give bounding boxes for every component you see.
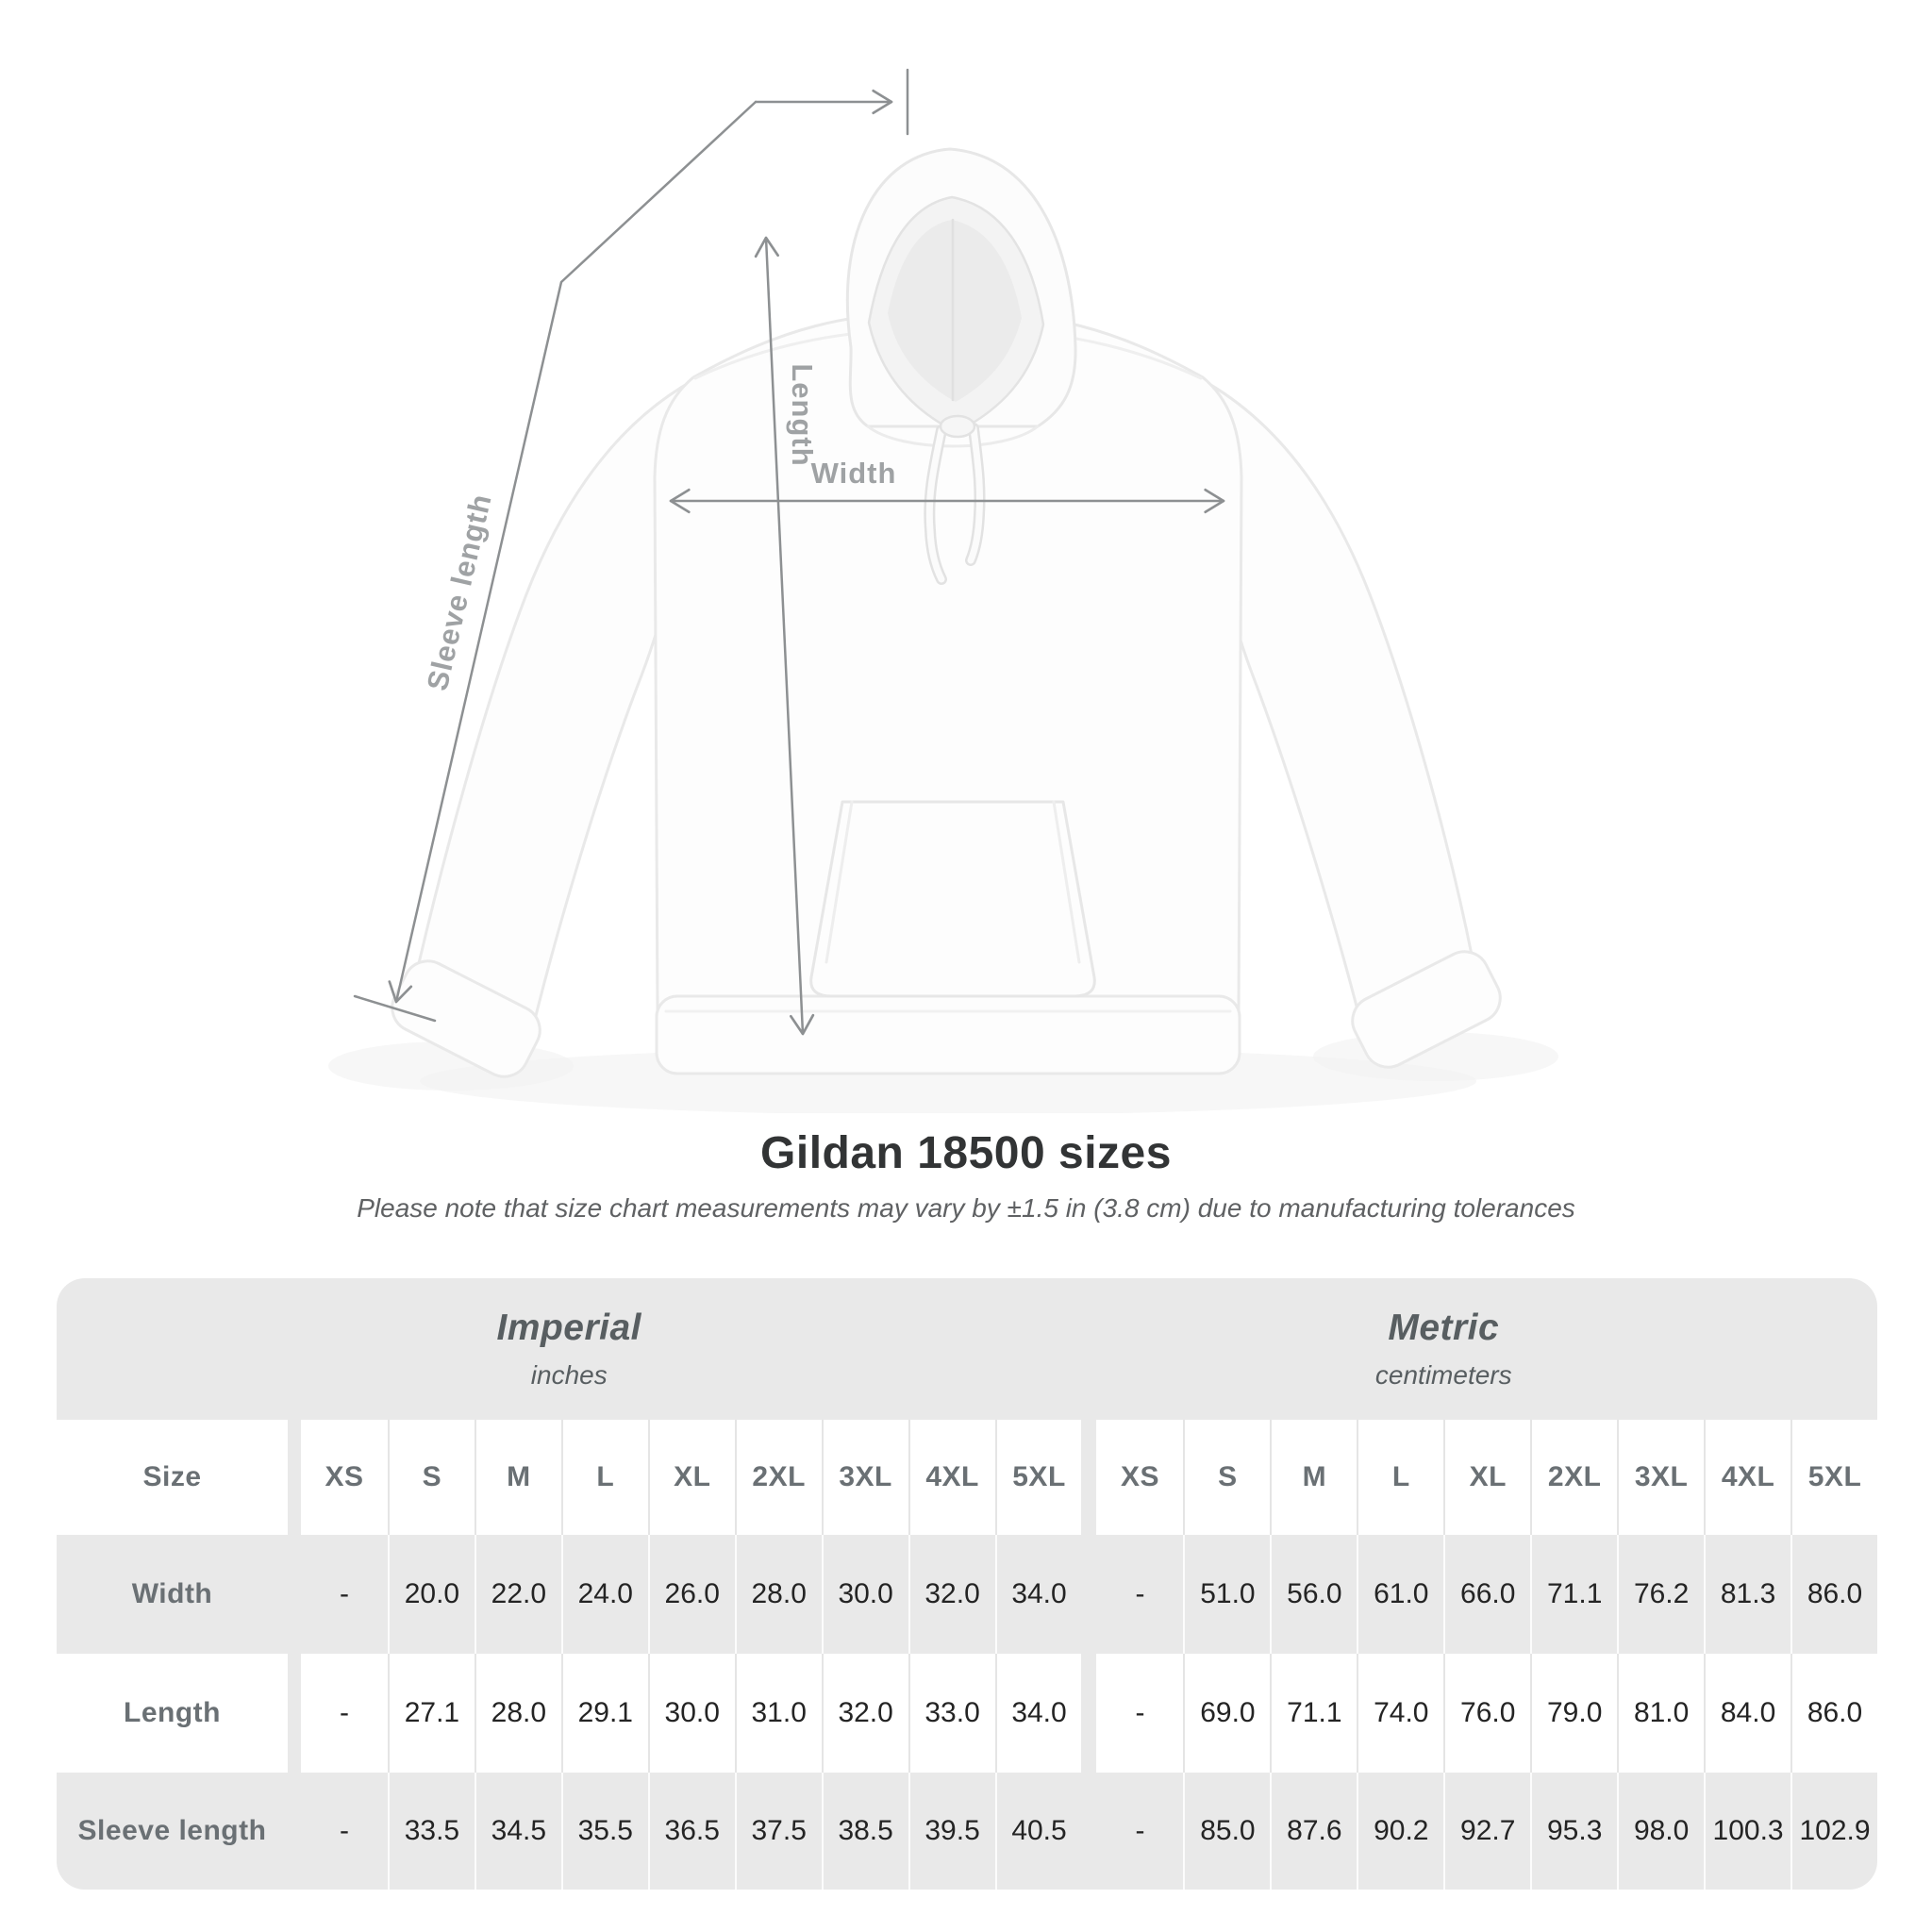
measurement-value: 84.0 — [1704, 1654, 1790, 1773]
measurement-value: - — [1135, 1697, 1145, 1728]
measurement-value: 76.2 — [1617, 1535, 1704, 1654]
measurement-value: 40.5 — [995, 1773, 1082, 1890]
measurement-value: 95.3 — [1530, 1773, 1617, 1890]
size-label: L — [561, 1420, 648, 1535]
size-label: S — [388, 1420, 475, 1535]
table-gap — [1081, 1654, 1096, 1773]
size-label: XL — [648, 1420, 735, 1535]
measurement-value: 28.0 — [735, 1535, 822, 1654]
measurement-value: 90.2 — [1357, 1773, 1443, 1890]
measurement-value: 28.0 — [475, 1654, 561, 1773]
measurement-value: - — [339, 1697, 349, 1728]
measurement-value: 79.0 — [1530, 1654, 1617, 1773]
section-title: Imperial — [496, 1307, 642, 1348]
size-label: 3XL — [822, 1420, 908, 1535]
section-unit: centimeters — [1374, 1360, 1512, 1390]
hem-band — [657, 996, 1240, 1074]
measurement-value: 76.0 — [1443, 1654, 1530, 1773]
measurement-row-label: Sleeve length — [77, 1815, 267, 1846]
measurement-value: 51.0 — [1183, 1535, 1270, 1654]
measurement-value: 29.1 — [561, 1654, 648, 1773]
length-label: Length — [786, 363, 819, 467]
table-gap — [1081, 1535, 1096, 1654]
measurement-value: 86.0 — [1790, 1535, 1877, 1654]
measurement-value: 39.5 — [908, 1773, 995, 1890]
measurement-value: 34.5 — [475, 1773, 561, 1890]
measurement-value: - — [1135, 1815, 1145, 1846]
measurement-value: 31.0 — [735, 1654, 822, 1773]
measurement-value: 27.1 — [388, 1654, 475, 1773]
size-label: XL — [1443, 1420, 1530, 1535]
table-header-row — [57, 1420, 1877, 1535]
size-label: 2XL — [1530, 1420, 1617, 1535]
measurement-value: 37.5 — [735, 1773, 822, 1890]
size-label: 2XL — [735, 1420, 822, 1535]
hoodie-illustration — [384, 149, 1508, 1085]
measurement-value: 36.5 — [648, 1773, 735, 1890]
measurement-value: 34.0 — [995, 1535, 1082, 1654]
measurement-value: - — [1135, 1578, 1145, 1609]
measurement-value: 34.0 — [995, 1654, 1082, 1773]
measurement-value: 71.1 — [1530, 1535, 1617, 1654]
measurement-value: 71.1 — [1270, 1654, 1357, 1773]
size-label: M — [1270, 1420, 1357, 1535]
size-label: 5XL — [995, 1420, 1082, 1535]
measurement-value: 20.0 — [388, 1535, 475, 1654]
width-label: Width — [810, 457, 897, 490]
section-title: Metric — [1388, 1307, 1500, 1348]
size-label: 5XL — [1790, 1420, 1877, 1535]
table-gap — [288, 1535, 301, 1654]
measurement-value: 87.6 — [1270, 1773, 1357, 1890]
measurement-value: - — [339, 1578, 349, 1609]
measurement-value: 32.0 — [822, 1654, 908, 1773]
size-label: S — [1183, 1420, 1270, 1535]
measurement-value: 26.0 — [648, 1535, 735, 1654]
size-label: XS — [325, 1461, 364, 1492]
measurement-value: 81.0 — [1617, 1654, 1704, 1773]
table-row-sleeve-length — [57, 1773, 1877, 1890]
section-unit: inches — [530, 1360, 608, 1390]
imperial-section-header — [57, 1278, 1082, 1420]
metric-section-header — [1097, 1278, 1791, 1420]
kangaroo-pocket — [811, 802, 1095, 996]
measurement-value: 30.0 — [822, 1535, 908, 1654]
measurement-value: 74.0 — [1357, 1654, 1443, 1773]
size-column-header: Size — [142, 1461, 202, 1492]
sleeve-length-label: Sleeve length — [420, 490, 498, 694]
size-label: 4XL — [1704, 1420, 1790, 1535]
size-label: 3XL — [1617, 1420, 1704, 1535]
table-gap — [288, 1420, 301, 1535]
measurement-value: 86.0 — [1790, 1654, 1877, 1773]
page-title: Gildan 18500 sizes — [760, 1128, 1172, 1178]
size-label: XS — [1120, 1461, 1159, 1492]
measurement-value: 69.0 — [1183, 1654, 1270, 1773]
measurement-value: 30.0 — [648, 1654, 735, 1773]
size-label: M — [475, 1420, 561, 1535]
measurement-row-label: Width — [131, 1578, 213, 1609]
measurement-value: - — [339, 1815, 349, 1846]
measurement-value: 33.5 — [388, 1773, 475, 1890]
table-row-width — [57, 1535, 1877, 1654]
measurement-value: 32.0 — [908, 1535, 995, 1654]
measurement-value: 98.0 — [1617, 1773, 1704, 1890]
table-gap — [1081, 1420, 1096, 1535]
measurement-value: 102.9 — [1790, 1773, 1877, 1890]
measurement-value: 92.7 — [1443, 1773, 1530, 1890]
table-gap — [1081, 1773, 1096, 1890]
measurement-row-label: Length — [124, 1697, 221, 1728]
table-row-length — [57, 1654, 1877, 1773]
size-chart-table — [57, 1278, 1877, 1890]
measurement-value: 56.0 — [1270, 1535, 1357, 1654]
measurement-value: 24.0 — [561, 1535, 648, 1654]
title-block — [0, 1128, 1932, 1224]
table-gap — [288, 1654, 301, 1773]
page-subtitle: Please note that size chart measurements may vary by ±1.5 in (3.8 cm) due to manufacturing tolerances — [357, 1193, 1575, 1223]
size-label: 4XL — [908, 1420, 995, 1535]
measurement-value: 35.5 — [561, 1773, 648, 1890]
measurement-value: 81.3 — [1704, 1535, 1790, 1654]
unit-band — [57, 1278, 1877, 1420]
measurement-value: 85.0 — [1183, 1773, 1270, 1890]
measurement-value: 33.0 — [908, 1654, 995, 1773]
table-gap — [288, 1773, 301, 1890]
size-label: L — [1357, 1420, 1443, 1535]
measurement-value: 66.0 — [1443, 1535, 1530, 1654]
measurement-value: 22.0 — [475, 1535, 561, 1654]
measurement-value: 38.5 — [822, 1773, 908, 1890]
measurement-value: 100.3 — [1704, 1773, 1790, 1890]
measurement-value: 61.0 — [1357, 1535, 1443, 1654]
